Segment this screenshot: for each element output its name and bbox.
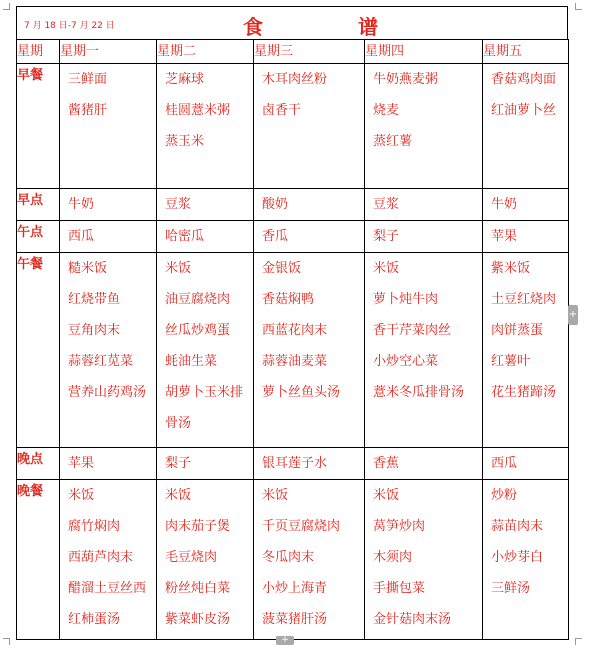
dish-item: 小炒空心菜 [373, 354, 439, 369]
day-cell [254, 64, 365, 189]
dish-item: 红薯叶 [491, 354, 531, 369]
dish-item: 豆浆 [165, 197, 192, 212]
dish-item: 小炒上海青 [262, 581, 328, 596]
dish-item: 豆浆 [373, 197, 400, 212]
meal-row [17, 448, 569, 480]
dish-item: 香瓜 [262, 229, 289, 244]
menu-table-body [17, 40, 569, 640]
header-cell: 星期四 [365, 40, 483, 64]
dish-item: 手撕包菜 [373, 581, 426, 596]
dish-item: 腐竹焖肉 [68, 519, 121, 534]
dish-item: 豆角肉末 [68, 323, 121, 338]
day-cell [157, 221, 254, 253]
meal-row [17, 480, 569, 640]
meal-label: 晚餐 [17, 480, 60, 640]
menu-table [16, 39, 569, 640]
dish-item: 蚝油生菜 [165, 354, 218, 369]
dish-item: 油豆腐烧肉 [165, 292, 231, 307]
dish-item: 萝卜炖牛肉 [373, 292, 439, 307]
dish-item: 营养山药鸡汤 [68, 385, 147, 400]
dish-item: 苹果 [491, 229, 518, 244]
dish-item: 米饭 [373, 261, 400, 276]
menu-sheet [16, 6, 568, 640]
day-cell [365, 448, 483, 480]
meal-label: 早点 [17, 189, 60, 221]
dish-item: 木须肉 [373, 550, 413, 565]
dish-item: 西蓝花肉末 [262, 323, 328, 338]
dish-item: 醋溜土豆丝西 [68, 581, 147, 596]
dish-item: 紫菜虾皮汤 [165, 612, 231, 627]
dish-item: 米饭 [165, 261, 192, 276]
day-cell [254, 480, 365, 640]
day-cell [365, 221, 483, 253]
dish-item: 紫米饭 [491, 261, 531, 276]
dish-item: 丝瓜炒鸡蛋 [165, 323, 231, 338]
day-cell [365, 189, 483, 221]
meal-row [17, 64, 569, 189]
dish-item: 卤香干 [262, 103, 302, 118]
day-cell [157, 253, 254, 448]
day-cell [365, 480, 483, 640]
dish-item: 花生猪蹄汤 [491, 385, 557, 400]
day-cell [365, 64, 483, 189]
header-cell: 星期一 [60, 40, 157, 64]
plus-icon[interactable]: + [276, 636, 294, 645]
dish-item: 萝卜丝鱼头汤 [262, 385, 341, 400]
dish-item: 毛豆烧肉 [165, 550, 218, 565]
day-cell [483, 64, 569, 189]
dish-item: 苹果 [68, 456, 95, 471]
day-cell [483, 480, 569, 640]
dish-item: 西瓜 [491, 456, 518, 471]
dish-item: 粉丝炖白菜 [165, 581, 231, 596]
day-cell [365, 253, 483, 448]
day-cell [157, 189, 254, 221]
plus-icon[interactable]: + [568, 305, 578, 325]
day-cell [254, 189, 365, 221]
dish-item: 酸奶 [262, 197, 289, 212]
dish-item: 冬瓜肉末 [262, 550, 315, 565]
dish-item: 梨子 [373, 229, 400, 244]
header-row [17, 40, 569, 64]
dish-item: 芝麻球 [165, 72, 205, 87]
dish-item: 骨汤 [165, 416, 192, 431]
dish-item: 酱猪肝 [68, 103, 108, 118]
dish-item: 红烧带鱼 [68, 292, 121, 307]
dish-item: 糙米饭 [68, 261, 108, 276]
dish-item: 金针菇肉末汤 [373, 612, 452, 627]
page-title: 食 谱 [243, 15, 422, 39]
dish-item: 蒸红薯 [373, 134, 413, 149]
dish-item: 米饭 [68, 488, 95, 503]
dish-item: 红柿蛋汤 [68, 612, 121, 627]
dish-item: 西葫芦肉末 [68, 550, 134, 565]
day-cell [60, 221, 157, 253]
dish-item: 千页豆腐烧肉 [262, 519, 341, 534]
page-corner-mark [3, 3, 10, 10]
dish-item: 牛奶燕麦粥 [373, 72, 439, 87]
header-cell: 星期 [17, 40, 60, 64]
day-cell [483, 448, 569, 480]
dish-item: 三鲜面 [68, 72, 108, 87]
date-range: 7 月 18 日-7 月 22 日 [24, 21, 115, 31]
dish-item: 米饭 [262, 488, 289, 503]
day-cell [60, 189, 157, 221]
dish-item: 香蕉 [373, 456, 400, 471]
dish-item: 三鲜汤 [491, 581, 531, 596]
dish-item: 哈密瓜 [165, 229, 205, 244]
dish-item: 金银饭 [262, 261, 302, 276]
day-cell [254, 448, 365, 480]
day-cell [157, 448, 254, 480]
day-cell [60, 480, 157, 640]
dish-item: 蒜蓉油麦菜 [262, 354, 328, 369]
dish-item: 桂圆薏米粥 [165, 103, 231, 118]
page-corner-mark [575, 638, 582, 645]
dish-item: 肉末茄子煲 [165, 519, 231, 534]
dish-item: 胡萝卜玉米排 [165, 385, 244, 400]
header-cell: 星期三 [254, 40, 365, 64]
dish-item: 西瓜 [68, 229, 95, 244]
title-row [16, 6, 568, 39]
dish-item: 香菇焖鸭 [262, 292, 315, 307]
day-cell [60, 448, 157, 480]
dish-item: 香菇鸡肉面 [491, 72, 557, 87]
day-cell [157, 480, 254, 640]
dish-item: 牛奶 [68, 197, 95, 212]
dish-item: 红油萝卜丝 [491, 103, 557, 118]
meal-label: 午餐 [17, 253, 60, 448]
meal-row [17, 189, 569, 221]
day-cell [483, 221, 569, 253]
dish-item: 木耳肉丝粉 [262, 72, 328, 87]
meal-row [17, 253, 569, 448]
day-cell [483, 189, 569, 221]
page-corner-mark [575, 3, 582, 10]
dish-item: 蒜蓉红苋菜 [68, 354, 134, 369]
dish-item: 梨子 [165, 456, 192, 471]
dish-item: 薏米冬瓜排骨汤 [373, 385, 465, 400]
meal-row [17, 221, 569, 253]
day-cell [60, 64, 157, 189]
header-cell: 星期二 [157, 40, 254, 64]
day-cell [254, 221, 365, 253]
day-cell [254, 253, 365, 448]
dish-item: 蒜苗肉末 [491, 519, 544, 534]
day-cell [157, 64, 254, 189]
dish-item: 牛奶 [491, 197, 518, 212]
dish-item: 炒粉 [491, 488, 518, 503]
dish-item: 米饭 [165, 488, 192, 503]
dish-item: 蒸玉米 [165, 134, 205, 149]
meal-label: 午点 [17, 221, 60, 253]
dish-item: 烧麦 [373, 103, 400, 118]
dish-item: 米饭 [373, 488, 400, 503]
page-corner-mark [3, 638, 10, 645]
dish-item: 菠菜猪肝汤 [262, 612, 328, 627]
dish-item: 肉饼蒸蛋 [491, 323, 544, 338]
dish-item: 小炒芽白 [491, 550, 544, 565]
dish-item: 银耳莲子水 [262, 456, 328, 471]
dish-item: 土豆红烧肉 [491, 292, 557, 307]
dish-item: 莴笋炒肉 [373, 519, 426, 534]
meal-label: 早餐 [17, 64, 60, 189]
dish-item: 香干芹菜肉丝 [373, 323, 452, 338]
day-cell [60, 253, 157, 448]
meal-label: 晚点 [17, 448, 60, 480]
header-cell: 星期五 [483, 40, 569, 64]
day-cell [483, 253, 569, 448]
